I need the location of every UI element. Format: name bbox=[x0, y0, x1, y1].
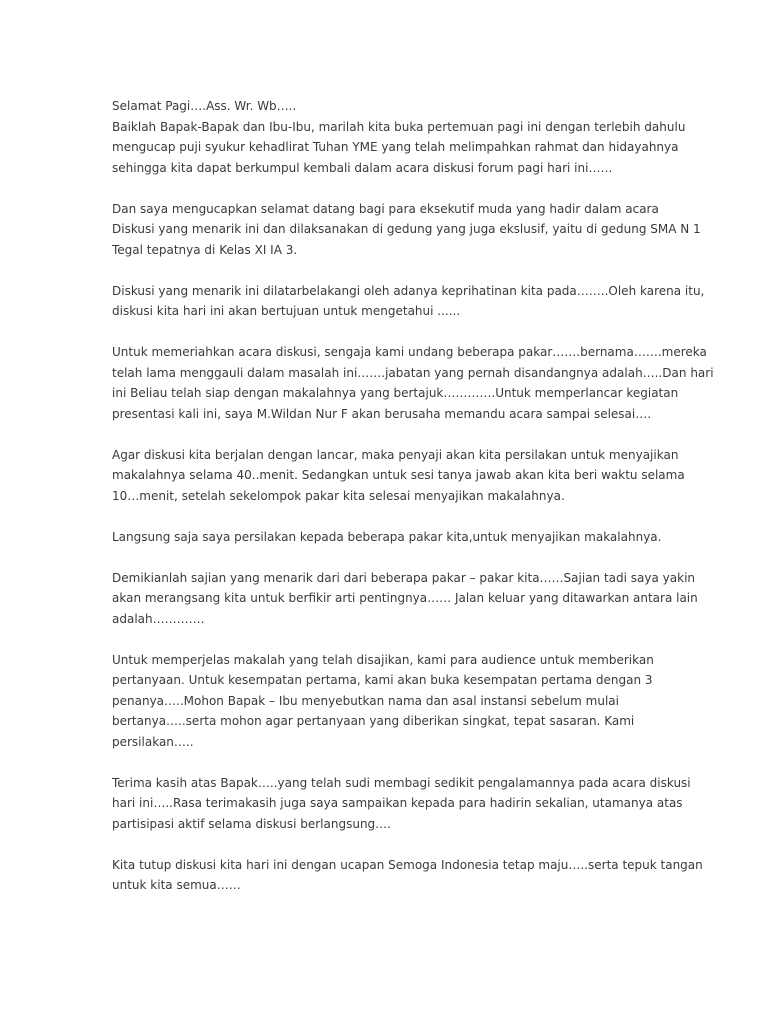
text-line: Diskusi yang menarik ini dilatarbelakangi oleh adanya keprihatinan kita pada……..Oleh karena itu, bbox=[112, 283, 705, 298]
paragraph bbox=[112, 773, 691, 835]
text-line: partisipasi aktif selama diskusi berlangsung…. bbox=[112, 816, 391, 831]
text-line: Tegal tepatnya di Kelas XI IA 3. bbox=[112, 242, 298, 257]
text-line: Agar diskusi kita berjalan dengan lancar, maka penyaji akan kita persilakan untuk menyajikan bbox=[112, 447, 679, 462]
text-line: Selamat Pagi….Ass. Wr. Wb….. bbox=[112, 99, 297, 113]
text-line: mengucap puji syukur kehadlirat Tuhan YME yang telah melimpahkan rahmat dan hidayahnya bbox=[112, 140, 679, 154]
text-line: pertanyaan. Untuk kesempatan pertama, kami akan buka kesempatan pertama dengan 3 bbox=[112, 673, 653, 687]
text-line: persilakan….. bbox=[112, 734, 194, 749]
text-line: telah lama menggauli dalam masalah ini…….jabatan yang pernah disandangnya adalah…..Dan hari bbox=[112, 365, 714, 380]
text-line: untuk kita semua…… bbox=[112, 878, 241, 892]
text-line: 10…menit, setelah sekelompok pakar kita selesai menyajikan makalahnya. bbox=[112, 488, 565, 503]
paragraph bbox=[112, 527, 662, 548]
text-line: hari ini…..Rasa terimakasih juga saya sampaikan kepada para hadirin sekalian, utamanya atas bbox=[112, 796, 683, 810]
text-line: Baiklah Bapak-Bapak dan Ibu-Ibu, marilah kita buka pertemuan pagi ini dengan terlebih dahulu bbox=[112, 119, 686, 134]
text-line: Terima kasih atas Bapak…..yang telah sudi membagi sedikit pengalamannya pada acara diskusi bbox=[112, 775, 691, 790]
paragraph bbox=[112, 445, 685, 507]
text-line: makalahnya selama 40..menit. Sedangkan untuk sesi tanya jawab akan kita beri waktu selama bbox=[112, 468, 685, 482]
paragraph bbox=[112, 96, 686, 178]
text-line: sehingga kita dapat berkumpul kembali dalam acara diskusi forum pagi hari ini…… bbox=[112, 160, 613, 175]
text-line: penanya…..Mohon Bapak – Ibu menyebutkan nama dan asal instansi sebelum mulai bbox=[112, 693, 619, 708]
text-line: adalah…………. bbox=[112, 611, 205, 626]
text-line: Demikianlah sajian yang menarik dari dari beberapa pakar – pakar kita……Sajian tadi saya yakin bbox=[112, 570, 696, 585]
text-line: diskusi kita hari ini akan bertujuan untuk mengetahui ...... bbox=[112, 304, 461, 318]
text-line: akan merangsang kita untuk berfikir arti pentingnya…… Jalan keluar yang ditawarkan antara lain bbox=[112, 591, 698, 605]
paragraph bbox=[112, 650, 662, 753]
text-line: Langsung saja saya persilakan kepada beberapa pakar kita,untuk menyajikan makalahnya. bbox=[112, 529, 662, 544]
paragraph bbox=[112, 855, 703, 896]
paragraph bbox=[112, 568, 698, 630]
text-line: Kita tutup diskusi kita hari ini dengan ucapan Semoga Indonesia tetap maju…..serta tepuk tangan bbox=[112, 857, 703, 872]
paragraph bbox=[112, 199, 701, 261]
text-line: Untuk memperjelas makalah yang telah disajikan, kami para audience untuk memberikan bbox=[112, 652, 654, 667]
text-line: presentasi kali ini, saya M.Wildan Nur F akan berusaha memandu acara sampai selesai…. bbox=[112, 406, 652, 421]
paragraph bbox=[112, 281, 705, 322]
text-line: ini Beliau telah siap dengan makalahnya yang bertajuk………….Untuk memperlancar kegiatan bbox=[112, 386, 679, 400]
text-line: Untuk memeriahkan acara diskusi, sengaja kami undang beberapa pakar…….bernama…….mereka bbox=[112, 345, 707, 359]
document-body bbox=[112, 96, 714, 916]
text-line: Dan saya mengucapkan selamat datang bagi para eksekutif muda yang hadir dalam acara bbox=[112, 201, 659, 216]
text-line: bertanya…..serta mohon agar pertanyaan yang diberikan singkat, tepat sasaran. Kami bbox=[112, 714, 635, 728]
text-line: Diskusi yang menarik ini dan dilaksanakan di gedung yang juga ekslusif, yaitu di gedung SMA N 1 bbox=[112, 222, 701, 236]
paragraph bbox=[112, 342, 714, 424]
